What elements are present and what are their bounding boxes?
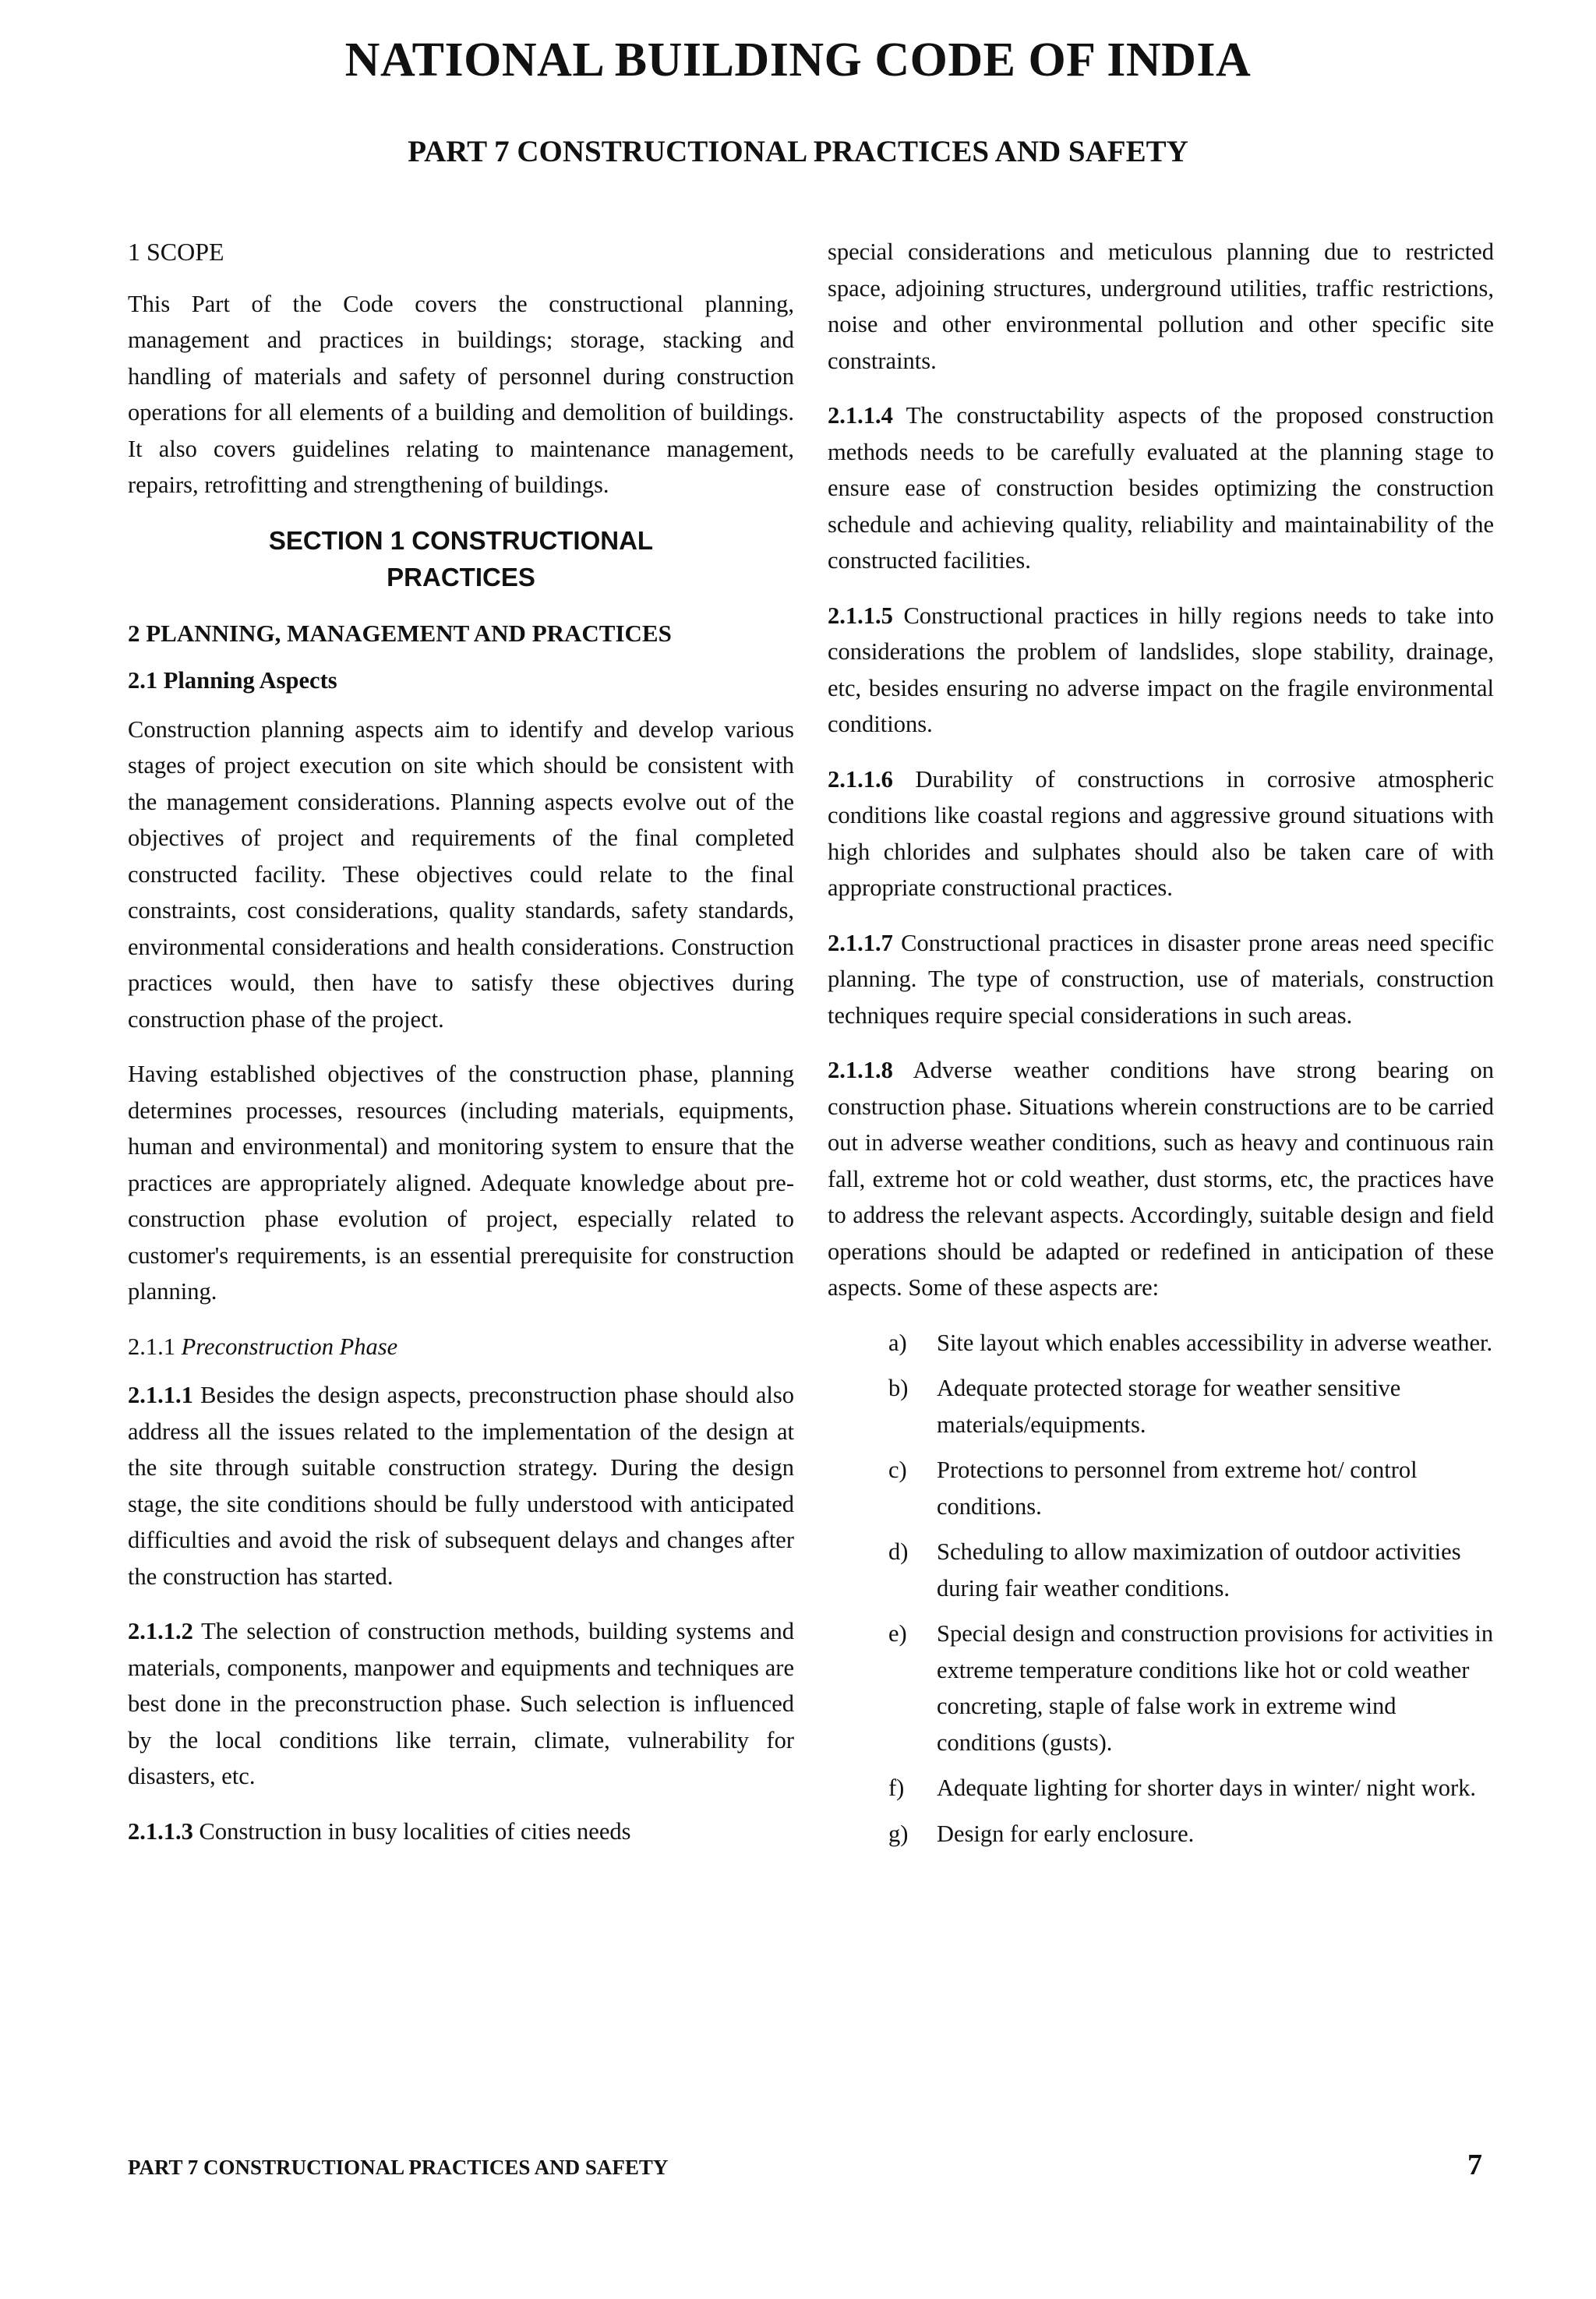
list-item-label: a) (888, 1329, 907, 1356)
clause-number: 2.1.1.1 (128, 1382, 193, 1408)
clause-2-1-1-7 (828, 925, 1494, 1034)
section-heading-line2: PRACTICES (387, 562, 535, 592)
list-item-label: c) (888, 1457, 907, 1483)
footer-running-title: PART 7 CONSTRUCTIONAL PRACTICES AND SAFETY (128, 2156, 669, 2179)
clause-number: 2.1.1.2 (128, 1618, 193, 1644)
scope-paragraph: This Part of the Code covers the constructional planning, management and practices in buildings; storage, stacking and handling of materials and safety of personnel during construction operations for all elements of a building and demolition of buildings. It also covers guidelines relating to maintenance management, repairs, retrofitting and strengthening of buildings. (128, 290, 794, 498)
list-item-text: Protections to personnel from extreme hot/ control conditions. (937, 1457, 1418, 1520)
list-item (828, 1370, 1494, 1443)
clause-2-1-1-4 (828, 397, 1494, 579)
list-item-label: d) (888, 1538, 909, 1565)
list-item-text: Adequate lighting for shorter days in winter/ night work. (937, 1775, 1477, 1801)
clause-number: 2.1.1.3 (128, 1817, 193, 1845)
aspects-list (828, 1325, 1494, 1852)
list-item (828, 1770, 1494, 1806)
clause-text: The selection of construction methods, building systems and materials, components, manpower and equipments and techniques are best done in the preconstruction phase. Such selection is influenced by the local conditions like terrain, climate, vulnerability for disasters, etc. (128, 1618, 794, 1789)
clause-number: 2.1.1.5 (828, 602, 893, 629)
left-column (128, 234, 794, 1868)
list-item (828, 1534, 1494, 1606)
clause-text: Constructional practices in disaster prone areas need specific planning. The type of construction, use of materials, construction techniques require special considerations in such areas. (828, 929, 1495, 1029)
clause-2-1-1-8 (828, 1052, 1494, 1306)
clause-text: Constructional practices in hilly regions needs to take into considerations the problem of landslides, slope stability, drainage, etc, besides ensuring no adverse impact on the fragile environmental conditions. (828, 602, 1495, 737)
list-item-text: Design for early enclosure. (937, 1820, 1195, 1847)
list-item-label: f) (888, 1775, 905, 1801)
list-item-label: g) (888, 1820, 909, 1847)
clause-number: 2.1.1.4 (828, 402, 893, 429)
section-heading-line1: SECTION 1 CONSTRUCTIONAL (268, 525, 654, 555)
heading-2-1-1-number: 2.1.1 (128, 1333, 175, 1360)
list-item-text: Scheduling to allow maximization of outdoor activities during fair weather conditions. (937, 1538, 1461, 1602)
list-item-text: Site layout which enables accessibility in adverse weather. (937, 1329, 1493, 1356)
clause-text: Adverse weather conditions have strong bearing on construction phase. Situations wherein constructions are to be carried out in adverse weather conditions, such as heavy and continuous rain fall, extreme hot or cold weather, dust storms, etc, the practices have to address the relevant aspects. Accordingly, suitable design and field operations should be adapted or redefined in anticipation of these aspects. Some of these aspects are: (828, 1057, 1494, 1301)
heading-2-1-1 (128, 1329, 794, 1365)
scope-heading: 1 SCOPE (128, 238, 224, 266)
clause-text: Durability of constructions in corrosive atmospheric conditions like coastal regions and aggressive ground situations with high chlorides and sulphates should also be taken care of with appropriate constructional practices. (828, 765, 1494, 901)
clause-text: Besides the design aspects, preconstruction phase should also address all the issues related to the implementation of the design at the site through suitable construction strategy. During the design stage, the site conditions should be fully understood with anticipated difficulties and avoid the risk of subsequent delays and changes after the construction has started. (128, 1382, 795, 1590)
section-heading (128, 522, 794, 595)
clause-text: Construction in busy localities of cities needs (199, 1817, 631, 1845)
clause-2-1-1-6 (828, 761, 1494, 906)
clause-number: 2.1.1.6 (828, 765, 893, 793)
clause-2-1-1-1 (128, 1377, 794, 1594)
heading-2-1-1-text: Preconstruction Phase (181, 1333, 398, 1360)
list-item (828, 1452, 1494, 1524)
list-item-text: Adequate protected storage for weather sensitive materials/equipments. (937, 1375, 1401, 1438)
list-item (828, 1325, 1494, 1361)
list-item-text: Special design and construction provisions for activities in extreme temperature conditions like hot or cold weather concreting, staple of false work in extreme wind conditions (gusts). (937, 1620, 1494, 1756)
clause-text: The constructability aspects of the proposed construction methods needs to be carefully evaluated at the planning stage to ensure ease of construction besides optimizing the construction schedule and achieving quality, reliability and maintainability of the constructed facilities. (828, 402, 1494, 574)
clause-2-1-1-3 (128, 1813, 794, 1850)
list-item-label: e) (888, 1620, 907, 1647)
clause-number: 2.1.1.8 (828, 1057, 893, 1083)
heading-2: 2 PLANNING, MANAGEMENT AND PRACTICES (128, 619, 672, 647)
clause-2-1-1-3-continued: special considerations and meticulous planning due to restricted space, adjoining structures, underground utilities, traffic restrictions, noise and other environmental pollution and other specific site constraints. (828, 238, 1494, 374)
right-column (828, 234, 1494, 1861)
clause-2-1-1-2 (128, 1613, 794, 1795)
clause-number: 2.1.1.7 (828, 929, 893, 956)
list-item (828, 1616, 1494, 1760)
list-item-label: b) (888, 1375, 909, 1401)
paragraph-2-1-b: Having established objectives of the construction phase, planning determines processes, resources (including materials, equipments, human and environmental) and monitoring system to ensure that the practices are appropriately aligned. Adequate knowledge about pre-construction phase evolution of project, especially related to customer's requirements, is an essential prerequisite for construction planning. (128, 1061, 794, 1305)
paragraph-2-1-a: Construction planning aspects aim to identify and develop various stages of project execution on site which should be consistent with the management considerations. Planning aspects evolve out of the objectives of project and requirements of the final completed constructed facility. These objectives could relate to the final constraints, cost considerations, quality standards, safety standards, environmental considerations and health considerations. Construction practices would, then have to satisfy these objectives during construction phase of the project. (128, 715, 794, 1033)
heading-2-1: 2.1 Planning Aspects (128, 667, 337, 694)
document-title: NATIONAL BUILDING CODE OF INDIA (344, 34, 1252, 87)
clause-2-1-1-5 (828, 598, 1494, 743)
page-number: 7 (1467, 2149, 1482, 2181)
part-title: PART 7 CONSTRUCTIONAL PRACTICES AND SAFETY (408, 135, 1188, 168)
list-item (828, 1816, 1494, 1852)
